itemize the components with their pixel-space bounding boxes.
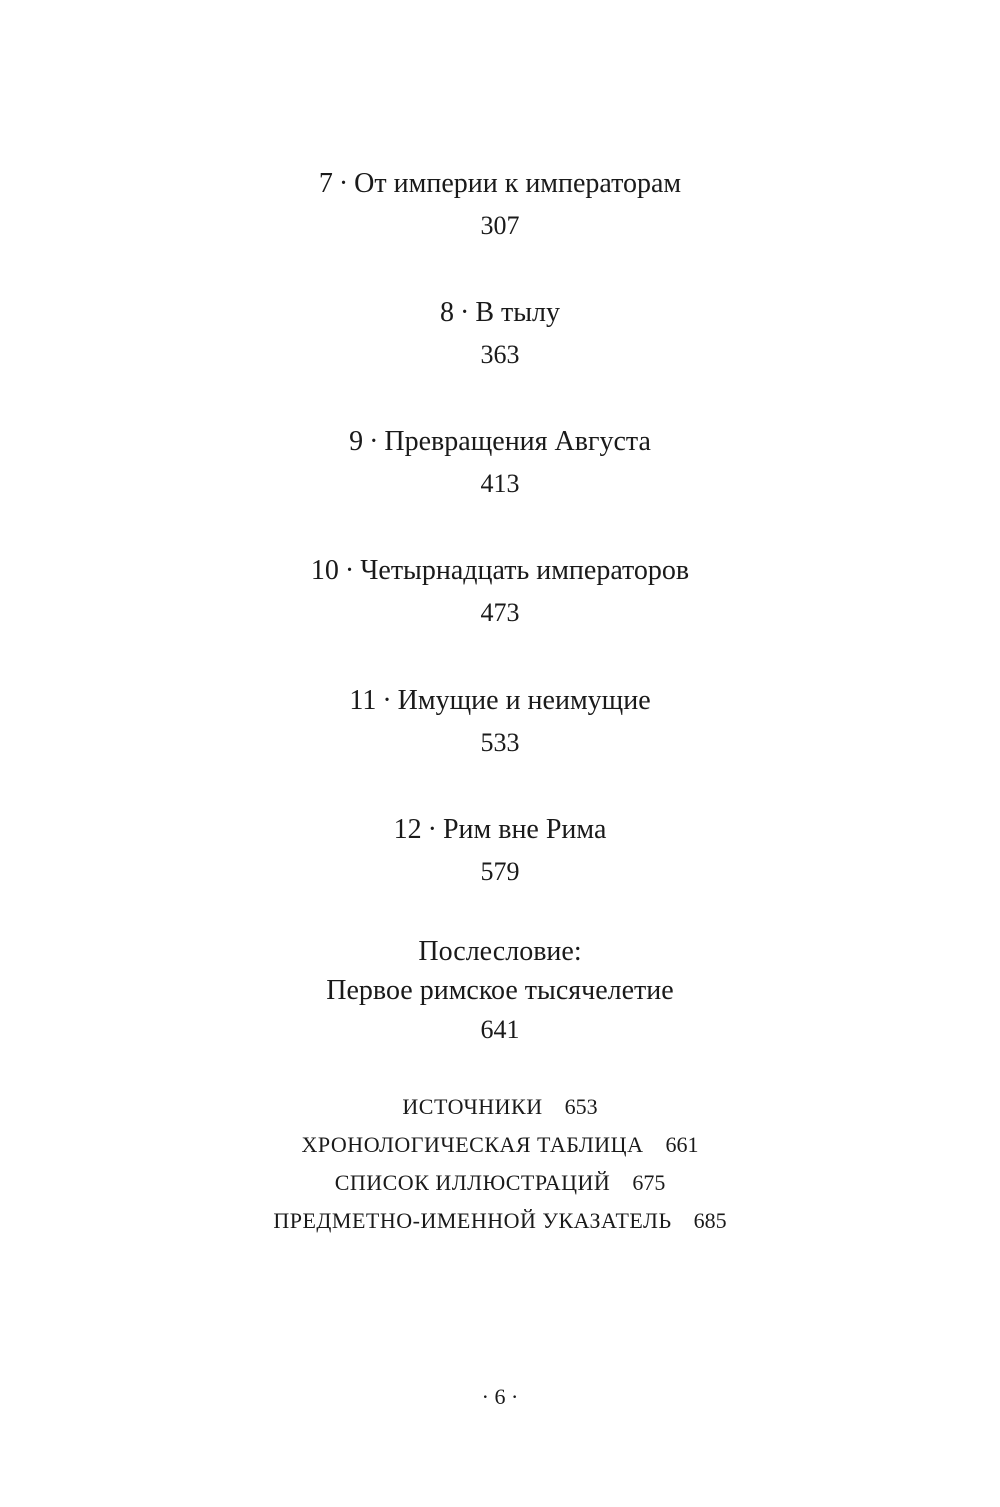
back-matter-label: СПИСОК ИЛЛЮСТРАЦИЙ (334, 1170, 611, 1195)
chapter-12-page: 579 (480, 857, 520, 886)
separator: · (344, 555, 355, 586)
separator: · (369, 426, 379, 457)
back-matter-page: 653 (564, 1094, 598, 1119)
chapter-7-heading (0, 166, 1000, 202)
back-matter-item (0, 1168, 1000, 1198)
afterword-page: 641 (480, 1015, 520, 1044)
chapter-9-heading (0, 424, 1000, 460)
back-matter-item (0, 1092, 1000, 1122)
chapter-number: 11 (349, 685, 377, 716)
chapter-11-page: 533 (480, 728, 520, 757)
chapter-7-page: 307 (480, 211, 520, 240)
separator: · (338, 168, 349, 199)
chapter-number: 7 (318, 168, 333, 199)
chapter-11-heading (0, 683, 1000, 719)
chapter-number: 8 (439, 297, 454, 328)
chapter-12-heading (0, 812, 1000, 848)
back-matter-page: 685 (693, 1208, 727, 1233)
back-matter-page: 661 (665, 1132, 699, 1157)
back-matter-item (0, 1206, 1000, 1236)
chapter-9-page: 413 (480, 469, 520, 498)
separator: · (459, 297, 470, 328)
chapter-title: В тылу (475, 297, 561, 328)
back-matter-label: ПРЕДМЕТНО-ИМЕННОЙ УКАЗАТЕЛЬ (273, 1208, 672, 1233)
chapter-8-page: 363 (480, 340, 520, 369)
chapter-title: Имущие и неимущие (397, 685, 651, 716)
back-matter-item (0, 1130, 1000, 1160)
chapter-number: 9 (349, 426, 364, 457)
page-number: · 6 · (481, 1384, 519, 1409)
chapter-title: Превращения Августа (384, 426, 651, 457)
chapter-10-heading (0, 553, 1000, 589)
chapter-title: От империи к императорам (354, 168, 682, 199)
chapter-number: 12 (393, 814, 422, 845)
afterword-title: Первое римское тысячелетие (326, 975, 674, 1006)
chapter-title: Рим вне Рима (442, 814, 607, 845)
chapter-title: Четырнадцать императоров (360, 555, 690, 586)
back-matter-label: ИСТОЧНИКИ (402, 1094, 543, 1119)
chapter-8-heading (0, 295, 1000, 331)
back-matter-page: 675 (632, 1170, 666, 1195)
separator: · (427, 814, 437, 845)
chapter-10-page: 473 (480, 598, 520, 627)
chapter-number: 10 (310, 555, 339, 586)
afterword-label: Послесловие: (418, 936, 582, 967)
separator: · (382, 685, 392, 716)
back-matter-label: ХРОНОЛОГИЧЕСКАЯ ТАБЛИЦА (301, 1132, 644, 1157)
